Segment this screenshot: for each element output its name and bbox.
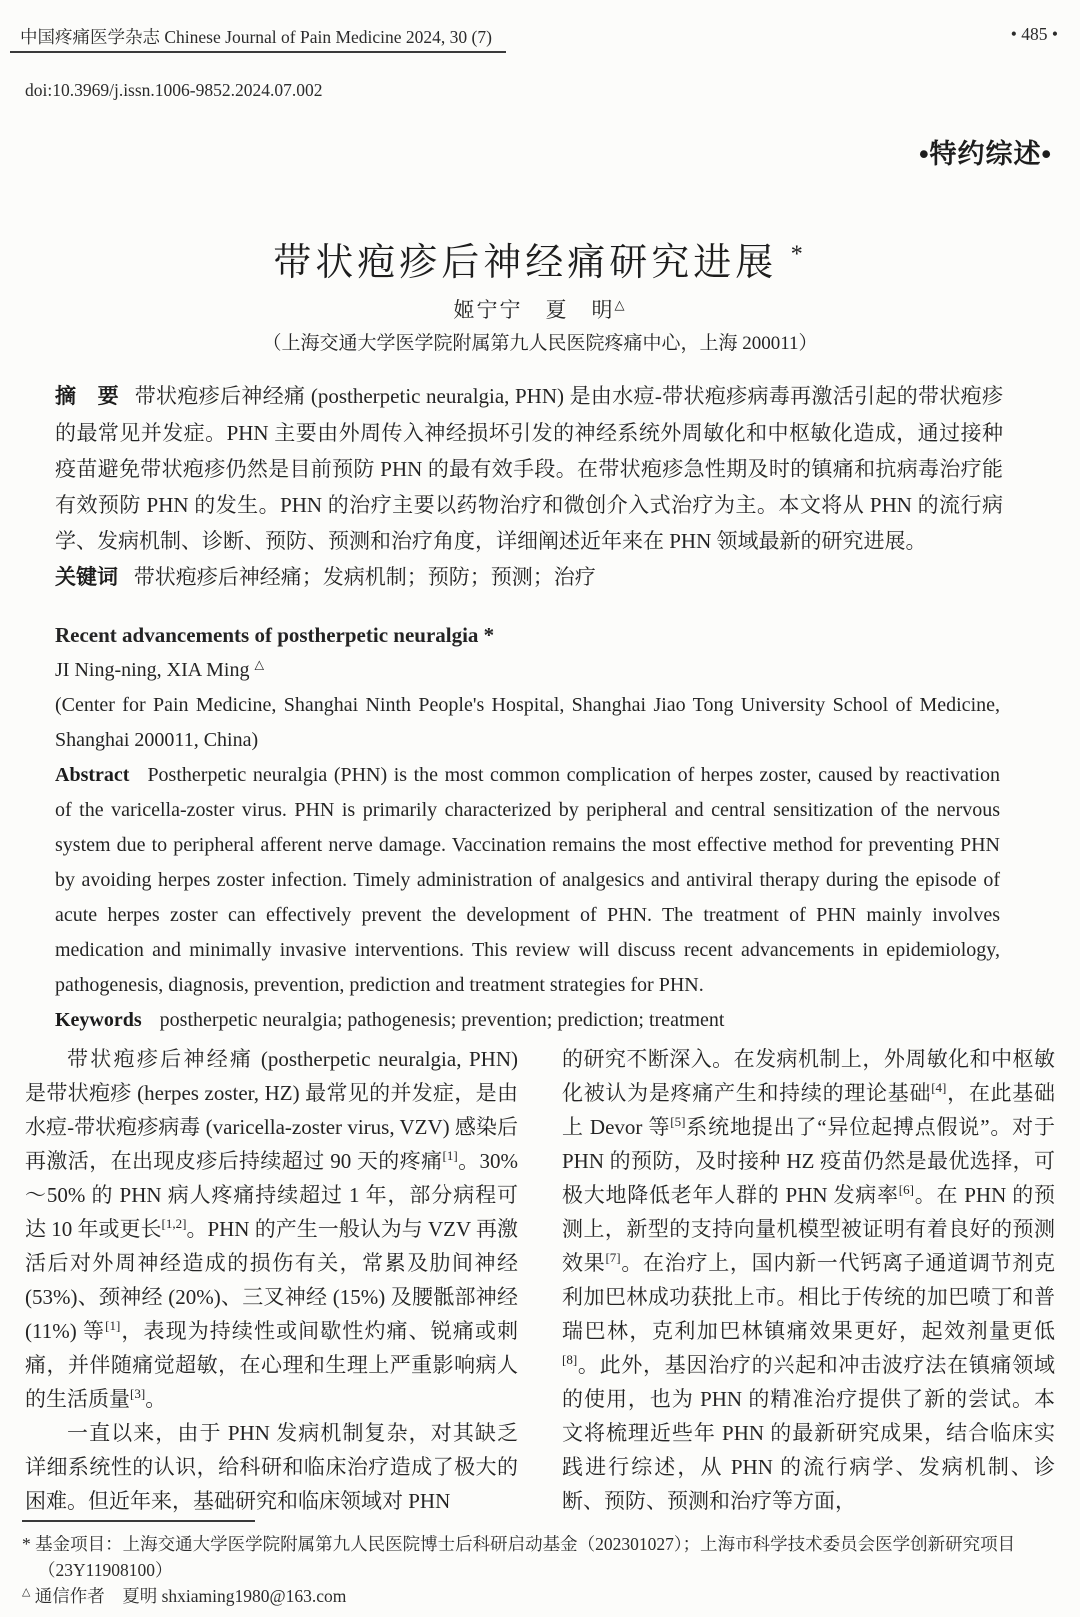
english-abstract-label: Abstract [55, 764, 130, 786]
keywords-cn-label: 关键词 [55, 566, 118, 589]
paragraph [562, 1042, 1055, 1518]
body-right-column [562, 1042, 1055, 1518]
paragraph [25, 1416, 518, 1518]
title-asterisk: * [790, 241, 807, 268]
text-segment: 。在 PHN 的预测上，新型的支持向量机模型被证明有着良好的预测效果 [562, 1183, 1055, 1275]
paragraph [22, 1557, 1037, 1583]
footnote-rule [22, 1520, 255, 1522]
text-segment: * 基金项目：上海交通大学医学院附属第九人民医院博士后科研启动基金（202301027）；上海市科学技术委员会医学创新研究项目 [22, 1534, 1016, 1554]
english-title: Recent advancements of postherpetic neuralgia * [55, 623, 495, 647]
reference-marker: [8] [562, 1352, 578, 1367]
doi-line: doi:10.3969/j.issn.1006-9852.2024.07.002 [25, 80, 323, 100]
reference-marker: [1,2] [161, 1216, 187, 1231]
text-segment: 。在治疗上，国内新一代钙离子通道调节剂克利加巴林成功获批上市。相比于传统的加巴喷丁和普瑞巴林，克利加巴林镇痛效果更好，起效剂量更低 [562, 1251, 1055, 1343]
reference-marker: [7] [605, 1250, 621, 1265]
abstract-cn-label: 摘 要 [55, 385, 119, 408]
article-title [0, 231, 1080, 286]
header-rule [10, 51, 506, 53]
abstract-cn-paragraph [55, 378, 1003, 559]
footnote-block [22, 1520, 1037, 1609]
text-segment: 。 [145, 1387, 167, 1411]
english-corresponding-mark: △ [254, 657, 264, 672]
english-affiliation: (Center for Pain Medicine, Shanghai Ninth People's Hospital, Shanghai Jiao Tong University School of Medicine, Shanghai 200011, China) [55, 694, 1000, 751]
text-segment: 系统地提出了“异位起搏点假说”。对于 PHN 的预防，及时接种 HZ 疫苗仍然是最优选择，可极大地降低老年人群的 PHN 发病率 [562, 1115, 1056, 1207]
journal-title: 中国疼痛医学杂志 Chinese Journal of Pain Medicine 2024, 30 (7) [20, 27, 492, 47]
reference-marker: [1] [442, 1148, 458, 1163]
english-abstract-paragraph [55, 758, 1000, 1003]
footnote-lines [22, 1531, 1037, 1609]
english-abstract-text: Postherpetic neuralgia (PHN) is the most common complication of herpes zoster, caused by reactivation of the varicella-zoster virus. PHN is primarily characterized by peripheral and central sensitization of the nervous system due to peripheral afferent nerve damage. Vaccination remains the most effective method for preventing PHN by avoiding herpes zoster infection. Timely administration of analgesics and antiviral therapy during the episode of acute herpes zoster can effectively prevent the development of PHN. The treatment of PHN mainly involves medication and minimally invasive interventions. This review will discuss recent advancements in epidemiology, pathogenesis, diagnosis, prevention, prediction and treatment strategies for PHN. [55, 764, 1000, 996]
paragraph [25, 1042, 518, 1416]
reference-marker: [1] [105, 1318, 121, 1333]
page-number: • 485 • [1010, 24, 1058, 44]
english-keywords-label: Keywords [55, 1009, 142, 1031]
reference-marker: [5] [670, 1114, 686, 1129]
section-badge: •特约综述• [919, 139, 1052, 169]
reference-marker: [4] [931, 1080, 947, 1095]
keywords-cn-line [55, 559, 1003, 596]
text-segment: （23Y11908100） [38, 1560, 173, 1580]
authors-cn-text: 姬宁宁 夏 明 [453, 298, 615, 322]
text-segment: 。此外，基因治疗的兴起和冲击波疗法在镇痛领域的使用，也为 PHN 的精准治疗提供了新的尝试。本文将梳理近些年 PHN 的最新研究成果，结合临床实践进行综述，从 PHN 的流行病学、发病机制、诊断、预防、预测和治疗等方面， [562, 1353, 1055, 1513]
abstract-cn-block [55, 378, 1003, 596]
body-columns [25, 1042, 1055, 1518]
text-segment: ，表现为持续性或间歇性灼痛、锐痛或刺痛，并伴随痛觉超敏，在心理和生理上严重影响病人的生活质量 [25, 1319, 518, 1411]
text-segment: 通信作者 夏明 shxiaming1980@163.com [30, 1586, 347, 1606]
text-segment: 。30%～50% 的 PHN 病人疼痛持续超过 1 年，部分病程可达 10 年或更长 [25, 1149, 518, 1241]
english-block [55, 618, 1000, 1038]
article-title-text: 带状疱疹后神经痛研究进展 [273, 242, 778, 285]
text-segment: 。PHN 的产生一般认为与 VZV 再激活后对外周神经造成的损伤有关，常累及肋间神经 (53%)、颈神经 (20%)、三叉神经 (15%) 及腰骶部神经 (11%) 等 [25, 1217, 518, 1343]
text-segment: 带状疱疹后神经痛 (postherpetic neuralgia, PHN) 是带状疱疹 (herpes zoster, HZ) 最常见的并发症，是由水痘-带状疱疹病毒 (varicella-zoster virus, VZV) 感染后再激活，在出现皮疹后持续超过 90 天的疼痛 [25, 1047, 518, 1173]
authors-cn [0, 294, 1080, 324]
affiliation-cn: （上海交通大学医学院附属第九人民医院疼痛中心，上海 200011） [262, 333, 818, 354]
text-segment: 的研究不断深入。在发病机制上，外周敏化和中枢敏化被认为是疼痛产生和持续的理论基础 [562, 1047, 1055, 1105]
paragraph [22, 1531, 1037, 1557]
text-segment: 一直以来，由于 PHN 发病机制复杂，对其缺乏详细系统性的认识，给科研和临床治疗造成了极大的困难。但近年来，基础研究和临床领域对 PHN [25, 1421, 518, 1513]
reference-marker: [3] [130, 1386, 146, 1401]
text-segment: ，在此基础上 Devor 等 [562, 1081, 1055, 1139]
english-authors-text: JI Ning-ning, XIA Ming [55, 659, 250, 681]
keywords-cn-text: 带状疱疹后神经痛；发病机制；预防；预测；治疗 [133, 565, 596, 589]
reference-marker: [6] [898, 1182, 914, 1197]
english-authors [55, 653, 1000, 688]
corresponding-author-mark: △ [614, 297, 627, 312]
page-header [20, 24, 1058, 49]
reference-marker: △ [22, 1586, 31, 1599]
body-left-column [25, 1042, 518, 1518]
abstract-cn-text: 带状疱疹后神经痛 (postherpetic neuralgia, PHN) 是由水痘-带状疱疹病毒再激活引起的带状疱疹的最常见并发症。PHN 主要由外周传入神经损坏引发的神经系统外周敏化和中枢敏化造成，通过接种疫苗避免带状疱疹仍然是目前预防 PHN 的最有效手段。在带状疱疹急性期及时的镇痛和抗病毒治疗能有效预防 PHN 的发生。PHN 的治疗主要以药物治疗和微创介入式治疗为主。本文将从 PHN 的流行病学、发病机制、诊断、预防、预测和治疗角度，详细阐述近年来在 PHN 领域最新的研究进展。 [55, 384, 1003, 553]
paragraph [22, 1583, 1037, 1609]
english-keywords-line [55, 1003, 1000, 1038]
english-keywords-text: postherpetic neuralgia; pathogenesis; prevention; prediction; treatment [159, 1009, 725, 1031]
